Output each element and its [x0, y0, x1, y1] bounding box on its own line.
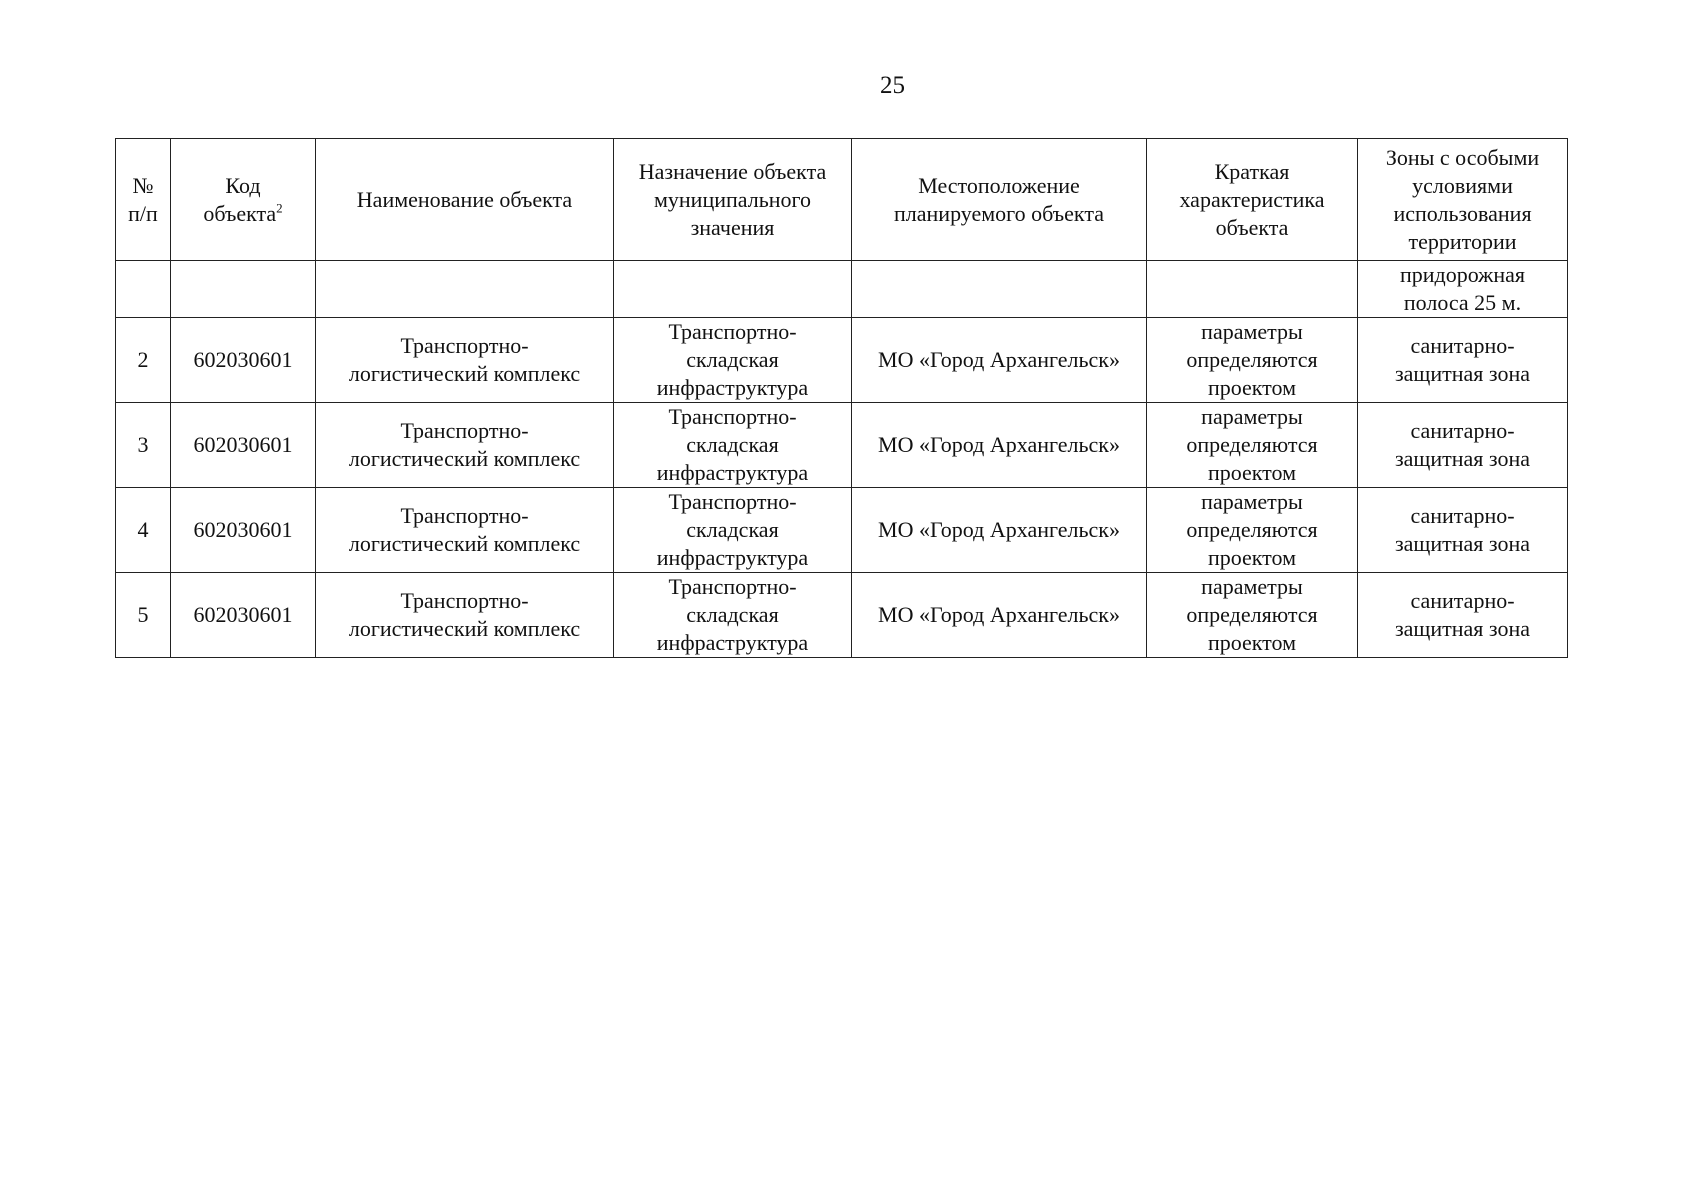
cell-num: 4 — [116, 488, 171, 573]
header-zones: Зоны с особыми условиями использования территории — [1358, 139, 1568, 261]
cell-code — [171, 261, 316, 318]
cell-name: Транспортно- логистический комплекс — [316, 403, 614, 488]
footnote-marker: 2 — [276, 200, 283, 216]
cell-characteristic: параметры определяются проектом — [1147, 488, 1358, 573]
cell-location: МО «Город Архангельск» — [852, 573, 1147, 658]
cell-zones: санитарно- защитная зона — [1358, 403, 1568, 488]
cell-code: 602030601 — [171, 403, 316, 488]
header-name: Наименование объекта — [316, 139, 614, 261]
cell-purpose — [614, 261, 852, 318]
cell-purpose: Транспортно- складская инфраструктура — [614, 573, 852, 658]
table-row-continuation — [116, 261, 1568, 318]
cell-name — [316, 261, 614, 318]
cell-characteristic: параметры определяются проектом — [1147, 318, 1358, 403]
cell-purpose: Транспортно- складская инфраструктура — [614, 318, 852, 403]
cell-num: 2 — [116, 318, 171, 403]
cell-purpose: Транспортно- складская инфраструктура — [614, 488, 852, 573]
cell-location: МО «Город Архангельск» — [852, 488, 1147, 573]
cell-num: 5 — [116, 573, 171, 658]
cell-purpose: Транспортно- складская инфраструктура — [614, 403, 852, 488]
header-num: № п/п — [116, 139, 171, 261]
page-number: 25 — [880, 72, 905, 99]
cell-code: 602030601 — [171, 318, 316, 403]
cell-zones: санитарно- защитная зона — [1358, 488, 1568, 573]
cell-location — [852, 261, 1147, 318]
header-purpose: Назначение объекта муниципального значения — [614, 139, 852, 261]
cell-zones: придорожная полоса 25 м. — [1358, 261, 1568, 318]
cell-code: 602030601 — [171, 573, 316, 658]
objects-table — [115, 138, 1568, 658]
cell-code: 602030601 — [171, 488, 316, 573]
table-row — [116, 488, 1568, 573]
table-row — [116, 573, 1568, 658]
cell-characteristic: параметры определяются проектом — [1147, 573, 1358, 658]
header-code-label: Код объекта — [203, 172, 277, 226]
cell-num — [116, 261, 171, 318]
cell-num: 3 — [116, 403, 171, 488]
cell-zones: санитарно- защитная зона — [1358, 318, 1568, 403]
cell-location: МО «Город Архангельск» — [852, 318, 1147, 403]
header-location: Местоположение планируемого объекта — [852, 139, 1147, 261]
header-characteristic: Краткая характеристика объекта — [1147, 139, 1358, 261]
table-row — [116, 403, 1568, 488]
cell-name: Транспортно- логистический комплекс — [316, 318, 614, 403]
table-header-row — [116, 139, 1568, 261]
table-row — [116, 318, 1568, 403]
cell-name: Транспортно- логистический комплекс — [316, 488, 614, 573]
header-code — [171, 139, 316, 261]
cell-name: Транспортно- логистический комплекс — [316, 573, 614, 658]
cell-zones: санитарно- защитная зона — [1358, 573, 1568, 658]
cell-characteristic: параметры определяются проектом — [1147, 403, 1358, 488]
cell-characteristic — [1147, 261, 1358, 318]
cell-location: МО «Город Архангельск» — [852, 403, 1147, 488]
